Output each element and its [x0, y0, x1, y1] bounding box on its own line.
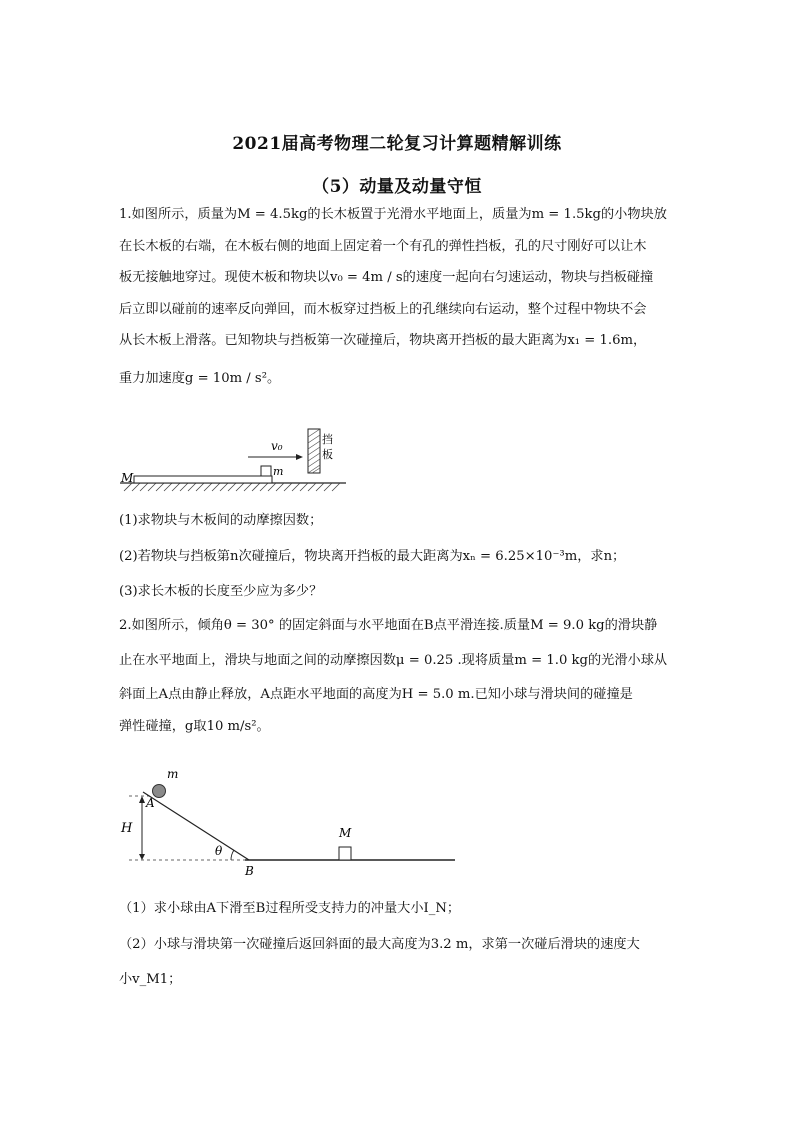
- problem-1-line: 从长木板上滑落。已知物块与挡板第一次碰撞后，物块离开挡板的最大距离为x₁ = 1.6m，: [119, 333, 647, 348]
- problem-1-figure: [118, 425, 350, 493]
- small-block: [261, 466, 271, 476]
- document-subtitle: （5）动量及动量守恒: [312, 177, 482, 197]
- ground-hatch: [124, 483, 340, 491]
- problem-1-line: 板无接触地穿过。现使木板和物块以v₀ = 4m / s的速度一起向右匀速运动，物块与挡板碰撞: [119, 270, 654, 285]
- label-m: m: [167, 767, 179, 781]
- label-B: B: [245, 864, 254, 878]
- label-v0: v₀: [271, 439, 283, 453]
- slider-block: [339, 847, 351, 860]
- problem-1-line: 在长木板的右端，在木板右侧的地面上固定着一个有孔的弹性挡板，孔的尺寸刚好可以让木: [119, 238, 647, 254]
- long-board: [134, 476, 272, 483]
- problem-2-line: 弹性碰撞，g取10 m/s²。: [119, 718, 270, 734]
- problem-2-line: 斜面上A点由静止释放，A点距水平地面的高度为H = 5.0 m.已知小球与滑块间的碰撞是: [119, 687, 633, 702]
- problem-1-question-1: (1)求物块与木板间的动摩擦因数；: [119, 513, 323, 528]
- label-baffle-2: 板: [322, 448, 333, 461]
- arrow-up-icon: [139, 796, 145, 803]
- problem-2-question-2: （2）小球与滑块第一次碰撞后返回斜面的最大高度为3.2 m，求第一次碰后滑块的速度大: [119, 937, 640, 952]
- arrow-down-icon: [139, 854, 145, 860]
- problem-2-line: 止在水平地面上，滑块与地面之间的动摩擦因数μ = 0.25 .现将质量m = 1.0 kg的光滑小球从: [119, 652, 668, 668]
- problem-2-line: 2.如图所示，倾角θ = 30° 的固定斜面与水平地面在B点平滑连接.质量M = 9.0 kg的滑块静: [119, 618, 658, 633]
- label-m: m: [273, 465, 284, 478]
- label-M: M: [121, 471, 134, 485]
- angle-arc: [231, 850, 234, 860]
- problem-1-line: 后立即以碰前的速率反向弹回，而木板穿过挡板上的孔继续向右运动，整个过程中物块不会: [119, 301, 647, 317]
- problem-1-text: [119, 199, 679, 394]
- label-baffle-1: 挡: [322, 433, 333, 446]
- problem-2-text: [119, 610, 679, 742]
- problem-1-line: 重力加速度g = 10m / s²。: [119, 370, 281, 386]
- incline-surface: [143, 792, 249, 860]
- arrow-head-icon: [296, 454, 303, 460]
- label-H: H: [121, 821, 133, 836]
- label-theta: θ: [215, 844, 223, 858]
- document-title: 2021届高考物理二轮复习计算题精解训练: [232, 134, 562, 154]
- label-M: M: [339, 826, 352, 840]
- problem-2-figure: [115, 765, 460, 880]
- problem-2-question-2-cont: 小v_M1；: [119, 972, 182, 987]
- problem-2-question-1: （1）求小球由A下滑至B过程所受支持力的冲量大小I_N；: [119, 901, 461, 916]
- problem-1-line: 1.如图所示，质量为M = 4.5kg的长木板置于光滑水平地面上，质量为m = 1.5kg的小物块放: [119, 207, 667, 222]
- problem-1-question-2: (2)若物块与挡板第n次碰撞后，物块离开挡板的最大距离为xₙ = 6.25×10⁻³m，求n；: [119, 549, 626, 564]
- problem-1-question-3: (3)求长木板的长度至少应为多少？: [119, 584, 323, 599]
- label-A: A: [146, 796, 155, 810]
